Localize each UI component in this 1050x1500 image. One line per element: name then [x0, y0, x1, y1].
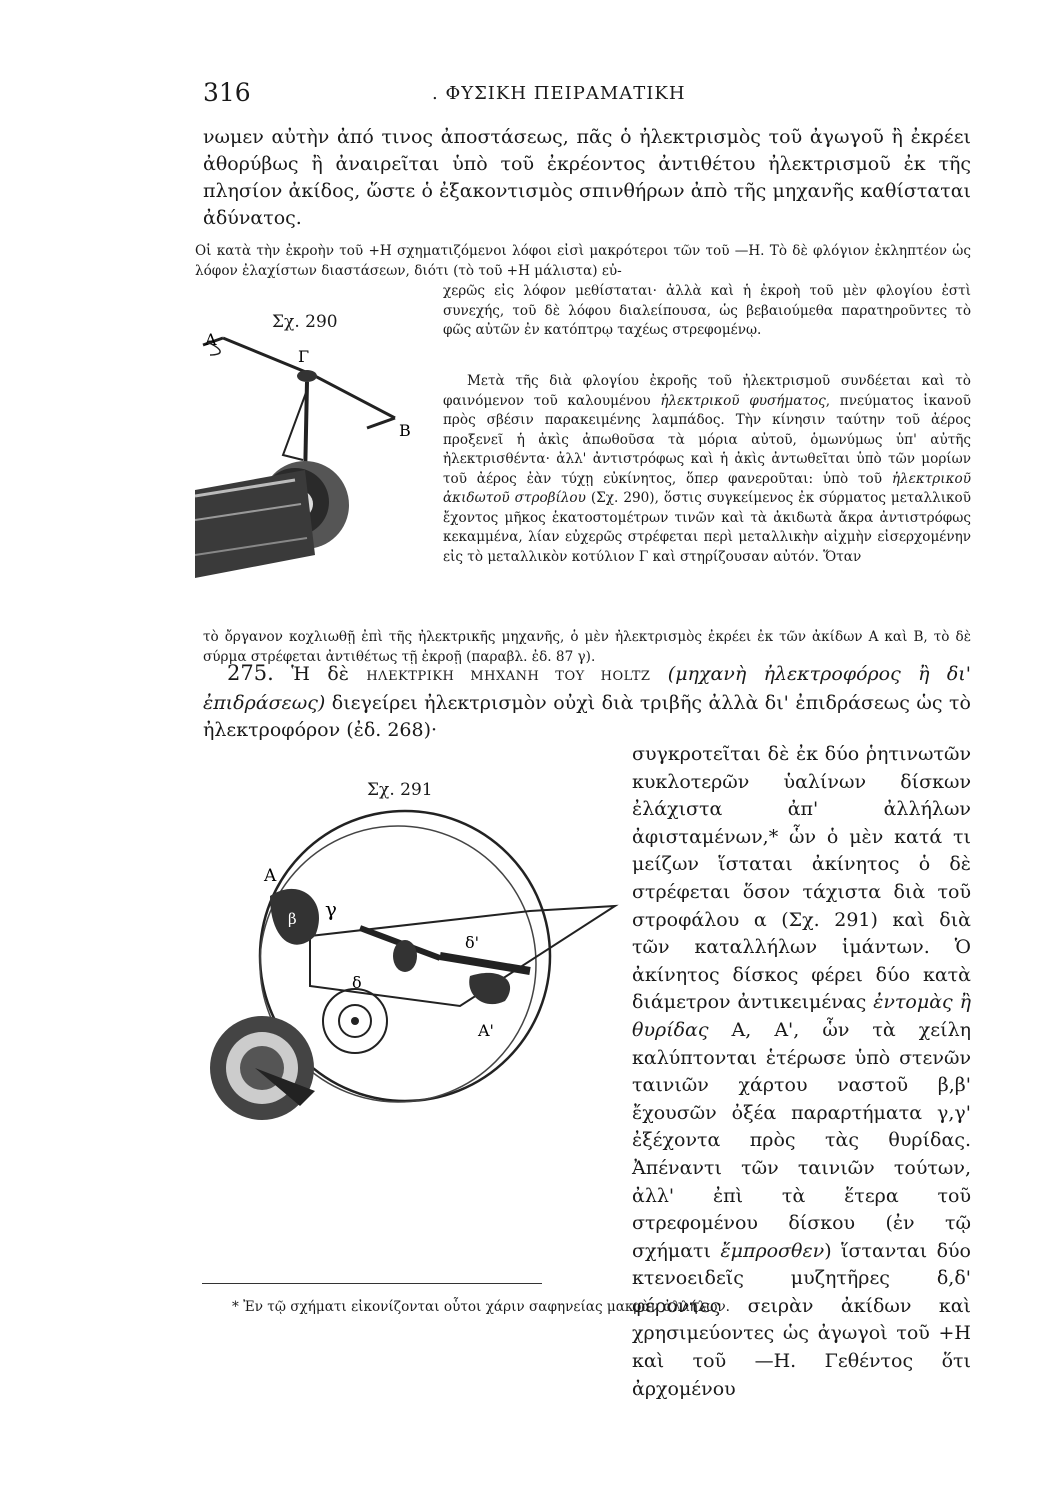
electric-wind-term: ἠλεκτρικοῦ φυσήματος — [660, 392, 826, 409]
figure-290-illustration — [195, 320, 440, 620]
footnote-text: * Ἐν τῷ σχήματι εἰκονίζονται οὗτοι χάριν σαφηνείας μακρὰν ἀλλήλων. — [232, 1299, 730, 1315]
figure-291-label-d: δ — [352, 973, 362, 992]
note-lophoi-cont-text: χερῶς εἰς λόφον μεθίσταται· ἀλλὰ καὶ ἡ ἐκροὴ τοῦ μὲν φλογίου ἐστὶ συνεχής, τοῦ δὲ λόφου διαλείπουσα, ὡς βεβαιούμεθα παρατηροῦντες τὸ φῶς αὐτῶν ἐν κατόπτρῳ ταχέως στρεφομένῳ. — [443, 283, 971, 338]
figure-291-label-a: A — [264, 866, 277, 886]
figure-291-label-b: β — [288, 910, 297, 928]
footnote — [232, 1298, 972, 1316]
section-275-text: διεγείρει ἠλεκτρισμὸν οὐχὶ διὰ τριβῆς ἀλλὰ δι' ἐπιδράσεως ὡς τὸ ἠλεκτροφόρον (ἐδ. 268)· — [203, 692, 971, 741]
paragraph-electric-wind — [443, 372, 971, 567]
section-275-heading: ΗΛΕΚΤΡΙΚΗ ΜΗΧΑΝΗ ΤΟΥ HOLTZ — [366, 669, 651, 684]
figure-291-caption: Σχ. 291 — [367, 780, 433, 800]
page-number: 316 — [203, 78, 251, 107]
figure-291-label-a2: A' — [478, 1021, 494, 1040]
figure-291-label-d2: δ' — [465, 933, 480, 952]
figure-291-illustration — [200, 806, 630, 1150]
section-275-windows-text: A, A', ὧν τὰ χείλη καλύπτονται ἑτέρωσε ὑπὸ στενῶν ταινιῶν χάρτου ναστοῦ β,β' ἔχουσῶν ὀξέα παραρτήματα γ,γ' ἐξέχοντα πρὸς τὰς θυρίδας. Ἀπέναντι τῶν ταινιῶν τούτων, ἀλλ' ἐπὶ τὰ ἕτερα τοῦ στρεφομένου δίσκου (ἐν τῷ σχήματι — [632, 1018, 971, 1262]
electric-whirl-term: ἠλεκτρικοῦ ἀκιδωτοῦ στροβίλου — [443, 470, 971, 506]
electric-wind-body: , πνεύματος ἱκανοῦ πρὸς σβέσιν παρακειμένης λαμπάδος. Τὴν κίνησιν ταύτην τοῦ ἀέρος προξενεῖ ἡ ἀκὶς ἀπωθοῦσα τὰ μόρια αὐτοῦ, ὁμωνύμως ὑπ' αὐτῆς ἠλεκτρισθέντα· ἀλλ' ἀντιστρόφως καὶ ἡ ἀκὶς ἀντωθεῖται ὑπὸ τῶν μορίων τοῦ ἀέρος ἐὰν τύχῃ εὐκίνητος, ὅπερ φανεροῦται: ὑπὸ τοῦ — [443, 392, 971, 487]
figure-291-label-g: γ — [325, 897, 337, 921]
note-lophoi — [195, 242, 971, 281]
section-275-lead — [203, 660, 971, 744]
figure-290-label-a: A — [205, 330, 217, 349]
electric-wind-end: (Σχ. 290), ὅστις συγκείμενος ἐκ σύρματος μεταλλικοῦ ἔχοντος μῆκος ἑκατοστομέτρων τινῶν καὶ τὰ ἀκιδωτὰ ἄκρα ἀντιστρόφως κεκαμμένα, λίαν εὐχερῶς στρέφεται περὶ μεταλλικὴν αἰχμὴν εἰσερχομένην εἰς τὸ μεταλλικὸν κοτύλιον Γ καὶ στηρίζουσαν αὐτόν. Ὅταν — [443, 490, 971, 565]
electric-wind-intro: Μετὰ τῆς διὰ φλογίου ἐκροῆς τοῦ ἠλεκτρισμοῦ συνδέεται καὶ τὸ φαινόμενον τοῦ καλουμένου — [443, 373, 971, 409]
section-275-front-term: ἔμπροσθεν — [720, 1239, 825, 1262]
section-275-wrapped-text: συγκροτεῖται δὲ ἐκ δύο ῥητινωτῶν κυκλοτερῶν ὑαλίνων δίσκων ἐλάχιστα ἀπ' ἀλλήλων ἀφισταμένων,* ὧν ὁ μὲν κατά τι μείζων ἵσταται ἀκίνητος ὁ δὲ στρέφεται ὅσον τάχιστα διὰ τοῦ στροφάλου α (Σχ. 291) καὶ διὰ τῶν καταλλήλων ἱμάντων. Ὁ ἀκίνητος δίσκος φέρει δύο κατὰ διάμετρον ἀντικειμένας — [632, 743, 971, 1014]
section-number: 275. — [227, 661, 274, 685]
note-lophoi-cont — [443, 282, 971, 341]
paragraph-text: νωμεν αὐτὴν ἀπό τινος ἀποστάσεως, πᾶς ὁ ἠλεκτρισμὸς τοῦ ἀγωγοῦ ἢ ἐκρέει ἀθορύβως ἢ ἀναιρεῖται ὑπὸ τοῦ ἐκρέοντος ἀντιθέτου ἠλεκτρισμοῦ ἐκ τῆς πλησίον ἀκίδος, ὥστε ὁ ἐξακοντισμὸς σπινθήρων ἀπὸ τῆς μηχανῆς καθίσταται ἀδύνατος. — [203, 126, 971, 229]
electric-wind-full-text: τὸ ὄργανον κοχλιωθῇ ἐπὶ τῆς ἠλεκτρικῆς μηχανῆς, ὁ μὲν ἠλεκτρισμὸς ἐκρέει ἐκ τῶν ἀκίδων A καὶ B, τὸ δὲ σύρμα στρέφεται ἀντιθέτως τῇ ἐκροῇ (παραβλ. ἐδ. 87 γ). — [203, 629, 971, 665]
footnote-rule — [202, 1283, 542, 1284]
section-275-lead-text: Ἡ δὲ — [273, 663, 367, 685]
section-275-windows-term: ἐντομὰς ἢ θυρίδας — [632, 991, 971, 1041]
figure-290-label-b: B — [399, 421, 411, 440]
running-header: . ΦΥΣΙΚΗ ΠΕΙΡΑΜΑΤΙΚΗ — [432, 83, 686, 104]
section-275-final-text: ) ἵστανται δύο κτενοειδεῖς μυζητῆρες δ,δ' φέροντες σειρὰν ἀκίδων καὶ χρησιμεύοντες ὡς ἀγωγοὶ τοῦ +H καὶ τοῦ —H. Γεθέντος ὅτι ἀρχομένου — [632, 1239, 971, 1400]
paragraph-continuation — [203, 124, 971, 232]
note-lophoi-text: Οἱ κατὰ τὴν ἐκροὴν τοῦ +H σχηματιζόμενοι λόφοι εἰσὶ μακρότεροι τῶν τοῦ —H. Τὸ δὲ φλόγιον ἐκληπτέον ὡς λόφον ἐλαχίστων διαστάσεων, διότι (τὸ τοῦ +H μάλιστα) εὐ- — [195, 243, 971, 279]
figure-290-label-g: Γ — [298, 347, 310, 366]
figure-290-caption: Σχ. 290 — [272, 312, 338, 332]
section-275-alias: (μηχανὴ ἠλεκτροφόρος ἢ δι' ἐπιδράσεως) — [203, 663, 971, 714]
